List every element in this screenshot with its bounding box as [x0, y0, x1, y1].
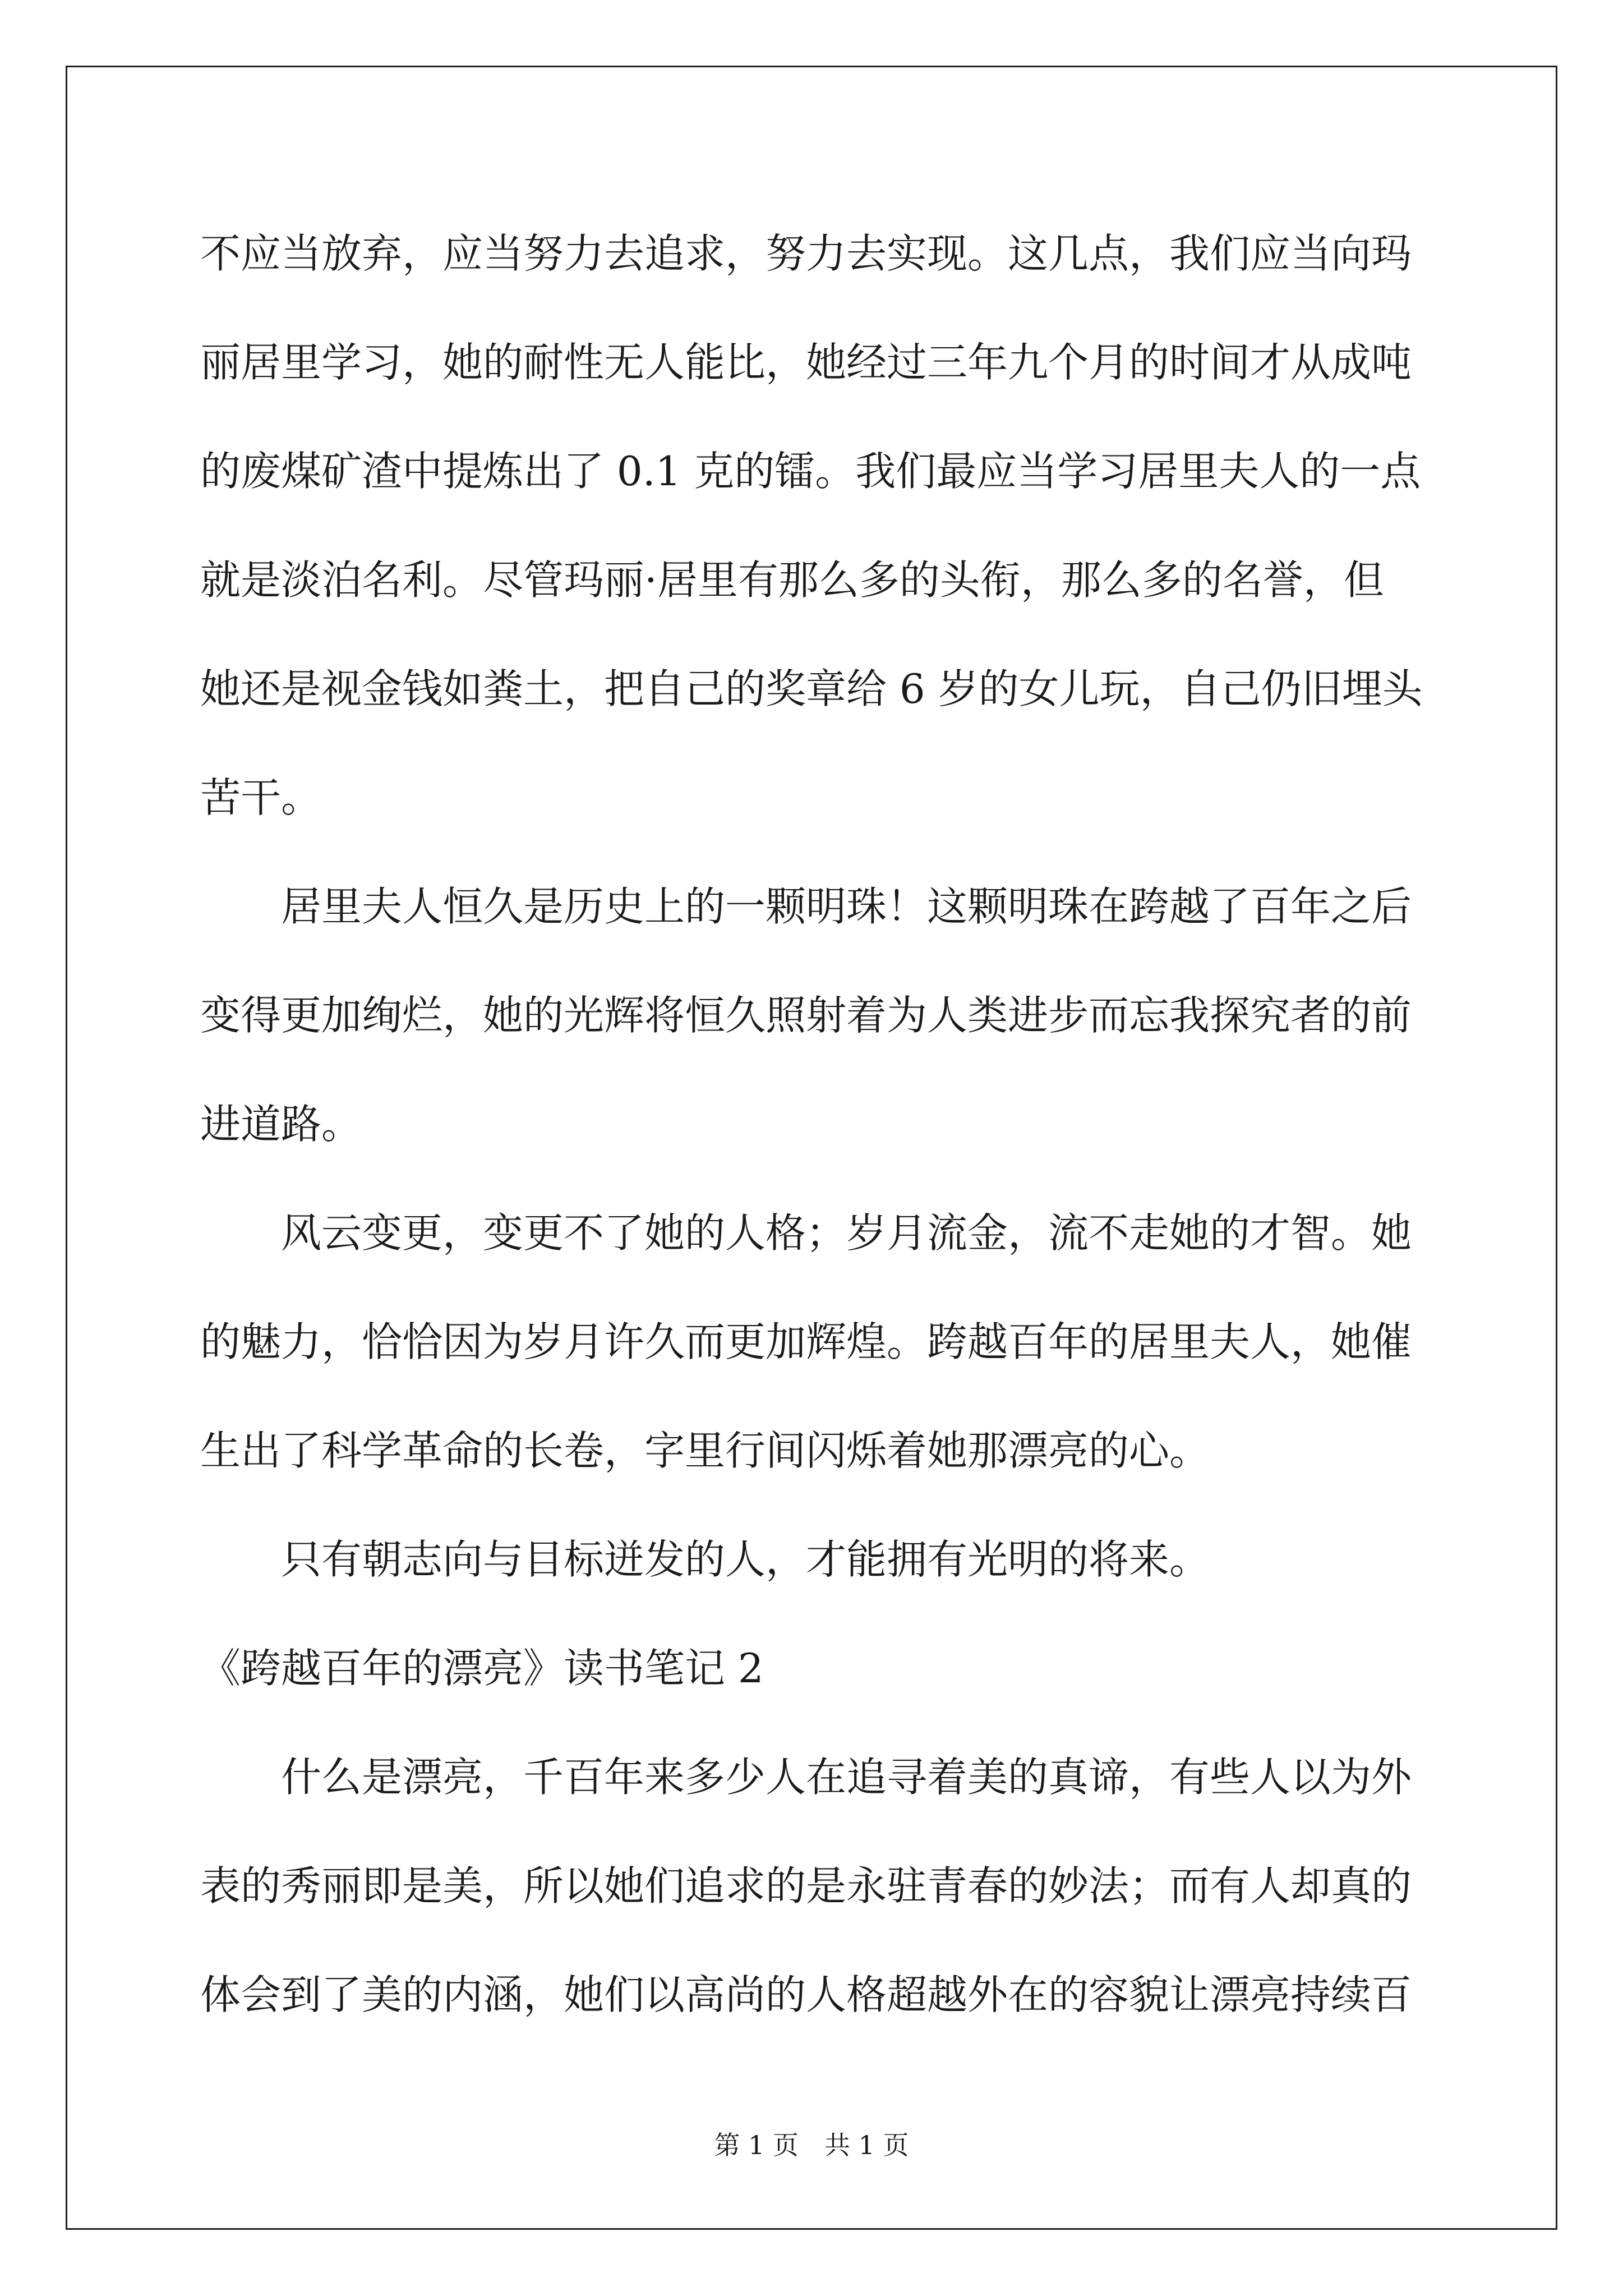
section-heading: 《跨越百年的漂亮》读书笔记 2	[200, 1645, 764, 1692]
text-line: 就是淡泊名利。尽管玛丽·居里有那么多的头衔，那么多的名誉，但	[200, 556, 1384, 604]
text-line: 她还是视金钱如粪土，把自己的奖章给 6 岁的女儿玩，自己仍旧埋头	[200, 665, 1423, 712]
page-footer: 第 1 页 共 1 页	[714, 2130, 909, 2160]
text-line: 进道路。	[200, 1101, 362, 1148]
text-line: 的魅力，恰恰因为岁月许久而更加辉煌。跨越百年的居里夫人，她催	[200, 1318, 1412, 1365]
paragraph-first-line: 什么是漂亮，千百年来多少人在追寻着美的真谛，有些人以为外	[281, 1754, 1412, 1801]
paragraph-first-line: 风云变更，变更不了她的人格；岁月流金，流不走她的才智。她	[281, 1209, 1412, 1257]
text-line: 体会到了美的内涵，她们以高尚的人格超越外在的容貌让漂亮持续百	[200, 1971, 1412, 2018]
text-line: 的废煤矿渣中提炼出了 0.1 克的镭。我们最应当学习居里夫人的一点	[200, 448, 1421, 495]
text-line: 变得更加绚烂，她的光辉将恒久照射着为人类进步而忘我探究者的前	[200, 992, 1412, 1039]
paragraph-first-line: 居里夫人恒久是历史上的一颗明珠！这颗明珠在跨越了百年之后	[281, 883, 1412, 930]
text-line: 表的秀丽即是美，所以她们追求的是永驻青春的妙法；而有人却真的	[200, 1862, 1412, 1910]
text-line: 不应当放弃，应当努力去追求，努力去实现。这几点，我们应当向玛	[200, 230, 1412, 277]
text-line: 丽居里学习，她的耐性无人能比，她经过三年九个月的时间才从成吨	[200, 339, 1412, 386]
paragraph-first-line: 只有朝志向与目标迸发的人，才能拥有光明的将来。	[281, 1536, 1210, 1583]
text-line: 苦干。	[200, 774, 322, 821]
text-line: 生出了科学革命的长卷，字里行间闪烁着她那漂亮的心。	[200, 1427, 1210, 1474]
